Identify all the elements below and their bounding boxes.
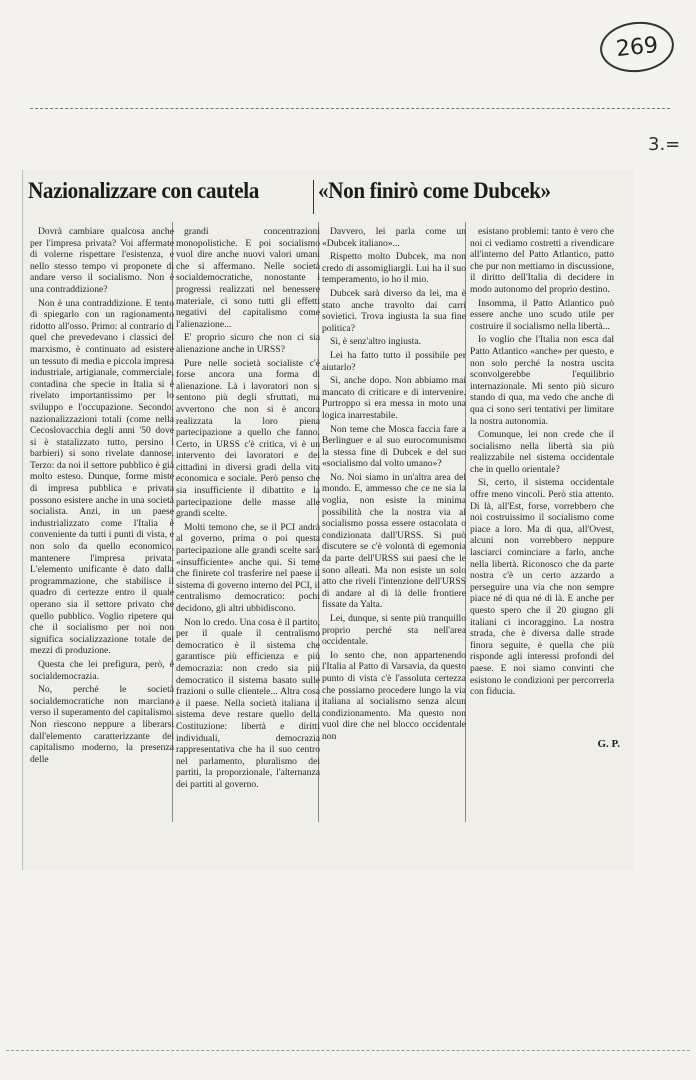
paragraph: Molti temono che, se il PCI andrà al governo, prima o poi questa partecipazione alle grandi scelte sarà «insufficiente» anche qui. Si teme che finirete col trasferire nel paese il sistema di governo interno del PCI, il centralismo democratico: pochi decidono, gli altri ubbidiscono. [176, 521, 320, 614]
paragraph: No. Noi siamo in un'altra area del mondo. E, ammesso che ce ne sia la voglia, non esiste la minima possibilità che la nostra via al socialismo possa essere ostacolata o condizionata dall'URSS. Si può discutere se c'è volontà di egemonia da parte dell'URSS sui paesi che le sono alleati. Ma non esiste un solo atto che riveli l'intenzione dell'URSS di andare al di là delle frontiere fissate da Yalta. [322, 471, 466, 611]
paragraph: Rispetto molto Dubcek, ma non credo di assomigliargli. Lui ha il suo temperamento, io ho il mio. [322, 251, 466, 286]
paragraph: Insomma, il Patto Atlantico può essere anche uno scudo utile per costruire il socialismo nella libertà... [470, 297, 614, 332]
article-column-1 [30, 226, 174, 866]
archive-number-stamp [598, 18, 677, 75]
paragraph: No, perché le società socialdemocratiche non marciano verso il superamento del capitalismo. Non riescono neppure a liberarsi dall'elemento caratterizzante del capitalismo moderno, la presenza delle [30, 684, 174, 765]
paragraph: Io voglio che l'Italia non esca dal Patto Atlantico «anche» per questo, e non solo perché la nostra uscita sconvolgerebbe l'equilibrio internazionale. Mi sento più sicuro stando di qua, ma vedo che anche di qua ci sono seri tentativi per limitare la nostra autonomia. [470, 334, 614, 427]
handwritten-mark: 3.= [648, 134, 681, 155]
paragraph: Dovrà cambiare qualcosa anche per l'impresa privata? Voi affermate di volerne rispettare l'esistenza, e nello stesso tempo vi proponete di andare verso il socialismo. Non è una contraddizione? [30, 226, 174, 295]
paragraph: Non teme che Mosca faccia fare a Berlinguer e al suo eurocomunismo la stessa fine di Dubcek e del suo «socialismo dal volto umano»? [322, 423, 466, 470]
article-column-2 [176, 226, 320, 866]
paragraph: Io sento che, non appartenendo l'Italia al Patto di Varsavia, da questo punto di vista c'è l'assoluta certezza che possiamo procedere lungo la via italiana al socialismo senza alcun condizionamento. Ma questo non vuol dire che nel blocco occidentale non [322, 649, 466, 742]
paragraph: Davvero, lei parla come un «Dubcek italiano»... [322, 226, 466, 249]
headline-left: Nazionalizzare con cautela [28, 178, 259, 203]
paragraph: E' proprio sicuro che non ci sia alienazione anche in URSS? [176, 332, 320, 355]
article-column-4 [470, 226, 614, 866]
archive-number: 269 [614, 32, 660, 62]
headline-right: «Non finirò come Dubcek» [318, 178, 551, 203]
paragraph: Comunque, lei non crede che il socialismo nella libertà sia più realizzabile nel sistema occidentale che in quello orientale? [470, 429, 614, 475]
paragraph: Sì, certo, il sistema occidentale offre meno vincoli. Però stia attento. Di là, all'Est, forse, vorrebbero che noi costruissimo il socialismo come piace a loro. Ma di qua, all'Ovest, alcuni non vorrebbero neppure lasciarci cominciare a farlo, anche nella libertà. Riconosco che da parte nostra c'è un certo azzardo a perseguire una via che non sempre piace né di qua né di là. E anche per questo spero che il 20 giugno gli italiani ci incoraggino. La nostra strada, che è diversa dalle strade finora seguite, è quella che più risponde agli interessi profondi del paese. E noi siamo convinti che esistono le condizioni per percorrerla con fiducia. [470, 477, 614, 698]
paragraph: Pure nelle società socialiste c'è forse ancora una forma di alienazione. Là i lavoratori non si sentono più degli sfruttati, ma avvertono che non si è ancora realizzata la loro piena partecipazione a quello che fanno. Certo, in URSS c'è critica, vi è un intervento dei lavoratori e dei cittadini in diversi gradi della vita economica e sociale. Però penso che sia insufficiente il dibattito e la partecipazione delle masse alle grandi scelte. [176, 357, 320, 520]
headline-divider [313, 180, 314, 214]
paragraph: Non lo credo. Una cosa è il partito, per il quale il centralismo democratico è il sistema che garantisce più efficienza e più democrazia: non credo sia più democratico il sistema basato sulle frazioni o sulle clientele... Altra cosa è il paese. Nella società italiana il sistema deve restare quello della Costituzione: libertà e diritti individuali, democrazia rappresentativa che ha il suo centro nel parlamento, pluralismo dei partiti, la proporzionale, l'alternanza dei partiti al governo. [176, 616, 320, 790]
bottom-dashed-rule [6, 1050, 690, 1051]
author-signature: G. P. [597, 738, 620, 750]
paragraph: Lei, dunque, si sente più tranquillo proprio perché sta nell'area occidentale. [322, 613, 466, 648]
paragraph: Questa che lei prefigura, però, è socialdemocrazia. [30, 658, 174, 682]
paragraph: Sì, anche dopo. Non abbiamo mai mancato di criticare e di intervenire. Purtroppo si era messa in moto una logica inarrestabile. [322, 375, 466, 421]
paragraph: Lei ha fatto tutto il possibile per aiutarlo? [322, 349, 466, 373]
paragraph: Dubcek sarà diverso da lei, ma è stato anche travolto dai carri sovietici. Trova ingiusta la sua fine politica? [322, 287, 466, 334]
top-dashed-rule [30, 108, 670, 109]
paragraph: Non è una contraddizione. E tento di spiegarlo con un ragionamento ridotto all'osso. Primo: al contrario di quel che prevedevano i classici del marxismo, è continuato ad esistere un tessuto di media e piccola impresa industriale, artigianale, commerciale, contadina che specie in Italia si è rivelato importantissimo per lo sviluppo e l'occupazione. Secondo: nazionalizzazioni totali (come nella Cecoslovacchia degli anni '50 dove si è statalizzato tutto, persino i barbieri) si sono rivelate dannose. Terzo: da noi il settore pubblico è già molto esteso. Dunque, forme miste di impresa pubblica e privata possono esistere anche in una società socialista. Anzi, in un paese industrializzato come l'Italia è conveniente da tutti i punti di vista, e non solo da quello economico, mantenere l'impresa privata. L'elemento unificante è dato dalla programmazione, che stabilisce il quadro di certezze entro il quale operano sia il settore privato che quello pubblico. Voglio ripetere qui che il socialismo per noi non significa socializzazione totale dei mezzi di produzione. [30, 297, 174, 657]
article-column-3 [322, 226, 466, 866]
paragraph: esistano problemi: tanto è vero che noi ci vediamo costretti a rivendicare all'interno del Patto Atlantico, patto che pur non mettiamo in discussione, il diritto dell'Italia di decidere in modo autonomo del proprio destino. [470, 226, 614, 295]
paragraph: grandi concentrazioni monopolistiche. E poi socialismo vuol dire anche nuovi valori umani che si affermano. Nelle società socialdemocratiche, nonostante i progressi realizzati nel benessere materiale, ci sono tutti gli effetti negativi del capitalismo come l'alienazione... [176, 226, 320, 330]
paragraph: Sì, è senz'altro ingiusta. [330, 336, 421, 348]
